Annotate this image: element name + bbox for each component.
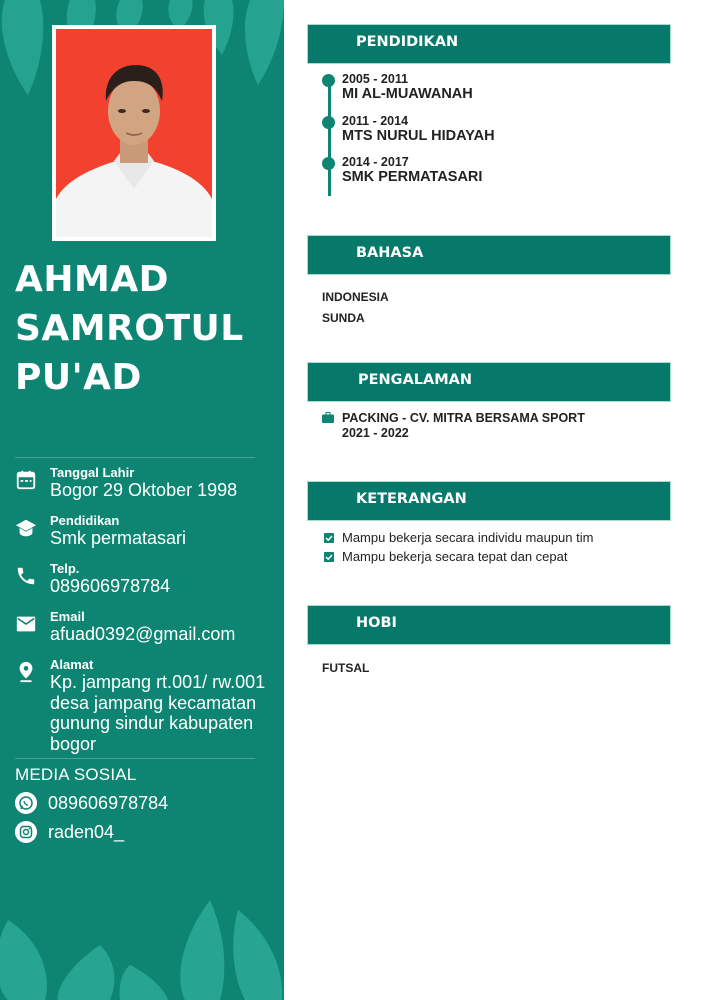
profile-photo-frame [52,25,216,241]
graduation-cap-icon [15,517,37,539]
education-school: MI AL-MUAWANAH [342,86,473,102]
divider [15,457,255,458]
checklist-text: Mampu bekerja secara tepat dan cepat [342,549,568,564]
education-school: MTS NURUL HIDAYAH [342,128,495,144]
section-header-pengalaman [308,363,670,401]
info-education [15,513,275,553]
person-portrait-icon [56,29,212,237]
education-years: 2005 - 2011 [342,72,409,86]
education-school: SMK PERMATASARI [342,169,483,185]
section-header-pendidikan [308,25,670,63]
checklist-item [322,549,662,565]
checkbox-checked-icon [324,552,334,562]
section-header-hobi [308,606,670,644]
language-item: INDONESIA [322,290,389,304]
language-item: SUNDA [322,311,365,325]
info-label: Alamat [50,657,94,672]
timeline-dot-icon [322,157,335,170]
info-address [15,657,275,757]
experience-years: 2021 - 2022 [342,426,409,440]
info-value: 089606978784 [50,576,171,596]
info-label: Tanggal Lahir [50,465,135,480]
envelope-icon [15,613,37,635]
info-label: Pendidikan [50,513,120,528]
info-label: Email [50,609,85,624]
briefcase-icon [322,412,334,423]
instagram-handle: raden04_ [48,822,125,842]
timeline-line [328,78,331,196]
section-header-bahasa [308,236,670,274]
instagram-icon [15,821,37,843]
section-title: HOBI [356,615,397,631]
education-years: 2011 - 2014 [342,114,409,128]
hobby-item: FUTSAL [322,661,370,675]
calendar-icon [15,469,37,491]
section-title: PENDIDIKAN [356,34,459,50]
section-header-keterangan [308,482,670,520]
info-label: Telp. [50,561,80,576]
whatsapp-icon [15,792,37,814]
sidebar [0,0,284,1000]
info-value: Smk permatasari [50,528,187,548]
media-social-title: MEDIA SOSIAL [15,765,137,784]
checkbox-checked-icon [324,533,334,543]
profile-photo [56,29,212,237]
info-value: Bogor 29 Oktober 1998 [50,480,238,500]
social-instagram [15,821,265,845]
info-email [15,609,275,649]
social-whatsapp [15,792,265,816]
name-line-2: SAMROTUL [15,308,244,349]
education-years: 2014 - 2017 [342,155,409,169]
section-title: KETERANGAN [356,491,467,507]
info-value: Kp. jampang rt.001/ rw.001 desa jampang kecamatan gunung sindur kabupaten bogor [50,672,266,754]
timeline-dot-icon [322,74,335,87]
checklist-text: Mampu bekerja secara individu maupun tim [342,530,594,545]
name-line-3: PU'AD [15,357,142,398]
info-value: afuad0392@gmail.com [50,624,236,644]
divider [15,758,255,759]
info-phone [15,561,275,601]
phone-icon [15,565,37,587]
leaf-decoration-bottom-icon [0,880,284,1000]
checklist-item [322,530,662,546]
location-pin-icon [15,661,37,683]
full-name [15,255,275,402]
timeline-dot-icon [322,116,335,129]
info-birthdate [15,465,275,505]
whatsapp-number: 089606978784 [48,793,169,813]
name-line-1: AHMAD [15,259,170,300]
experience-title: PACKING - CV. MITRA BERSAMA SPORT [342,411,585,425]
section-title: BAHASA [356,245,424,261]
section-title: PENGALAMAN [358,372,473,388]
